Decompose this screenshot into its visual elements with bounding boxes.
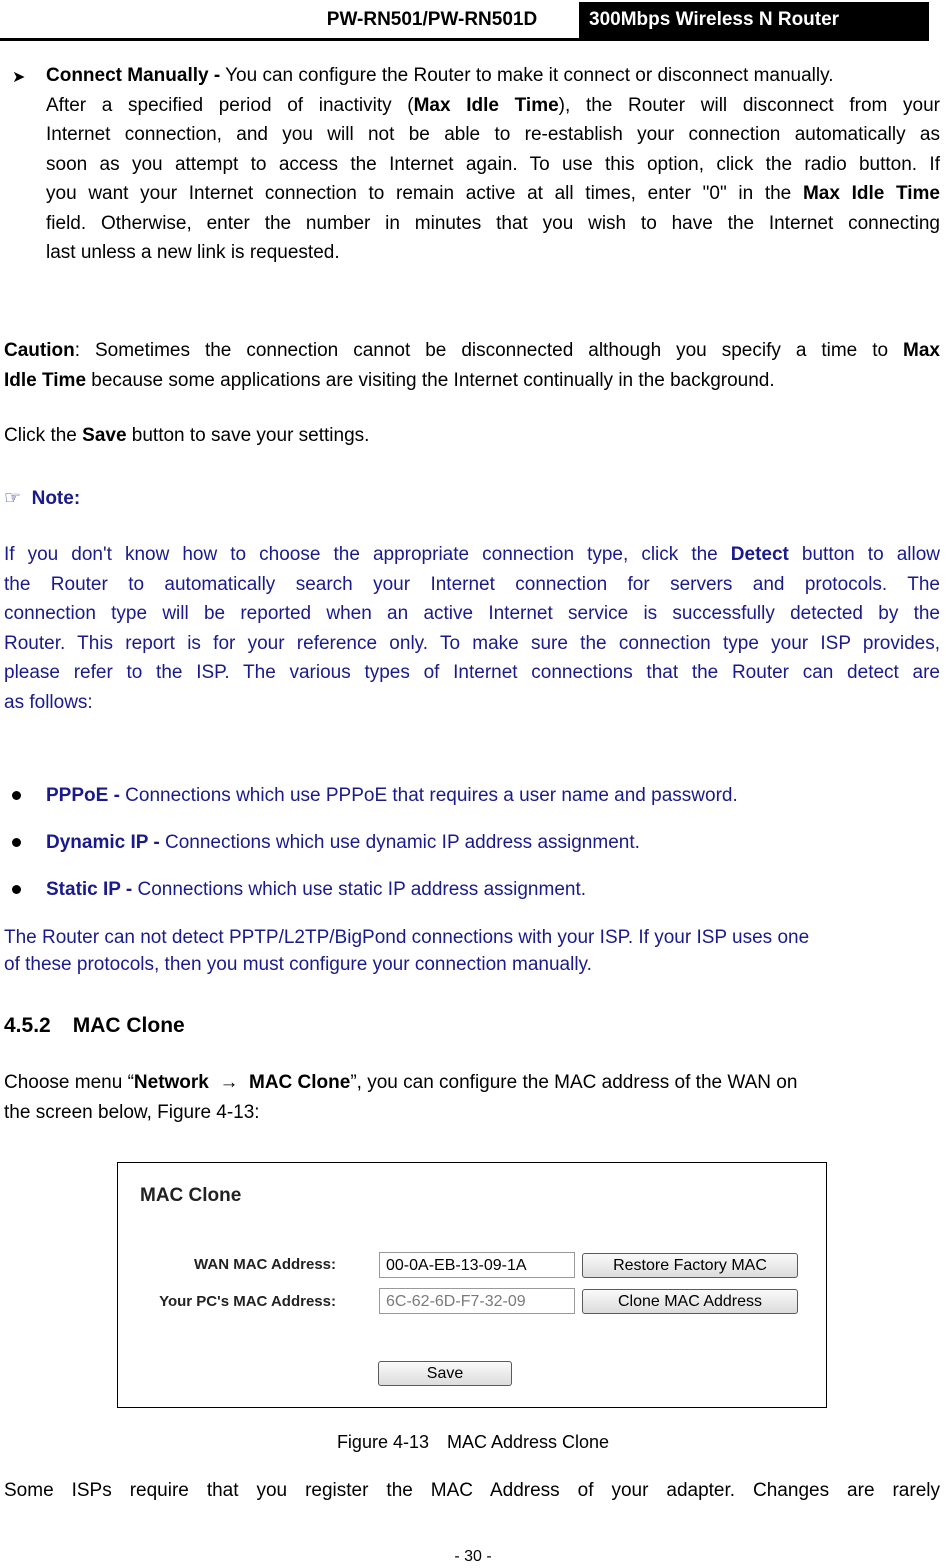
detect-limitation-text: The Router can not detect PPTP/L2TP/BigPond connections with your ISP. If your ISP uses one of these protocols, then you must configure your connection manually. (4, 927, 810, 975)
restore-factory-mac-button[interactable]: Restore Factory MAC (582, 1253, 798, 1278)
arrow-bullet-icon: ➤ (12, 69, 26, 86)
right-arrow-icon: → (219, 1072, 239, 1093)
header-model: PW-RN501/PW-RN501D (285, 2, 579, 38)
connect-manually-paragraph: Connect Manually - You can configure the Router to make it connect or disconnect manually. After a specified period of inactivity (Max Idle Time), the Router will disconnect from your Internet connection, and you will not be able to re-establish your connection automatically as soon as you attempt to access the Internet again. To use this option, click the radio button. If you want your Internet connection to remain active at all times, enter "0" in the Max Idle Time field. Otherwise, enter the number in minutes that you wish to have the Internet connecting last unless a new link is requested. (46, 65, 940, 263)
header-product-title: 300Mbps Wireless N Router (579, 2, 929, 38)
list-item: PPPoE - Connections which use PPPoE that requires a user name and password. (46, 785, 738, 806)
closing-paragraph: Some ISPs require that you register the MAC Address of your adapter. Changes are rarely (4, 1480, 940, 1501)
figure-title: MAC Clone (140, 1185, 242, 1206)
bullet-dot-icon (12, 791, 21, 800)
wan-mac-input[interactable]: 00-0A-EB-13-09-1A (379, 1252, 575, 1278)
wan-mac-label: WAN MAC Address: (194, 1256, 336, 1273)
save-instruction: Click the Save button to save your settings. (4, 425, 370, 446)
clone-mac-address-button[interactable]: Clone MAC Address (582, 1289, 798, 1314)
figure-caption: Figure 4-13 MAC Address Clone (336, 1432, 610, 1452)
section-heading: 4.5.2 MAC Clone (4, 1014, 185, 1037)
note-paragraph: If you don't know how to choose the appropriate connection type, click the Detect button to allow the Router to automatically search your Internet connection for servers and protocols. The connection type will be reported when an active Internet service is successfully detected by the Router. This report is for your reference only. To make sure the connection type your ISP provides, please refer to the ISP. The various types of Internet connections that the Router can detect are as follows: (4, 544, 940, 713)
pc-mac-label: Your PC's MAC Address: (159, 1293, 336, 1310)
section-intro: Choose menu “Network → MAC Clone”, you can configure the MAC address of the WAN on the screen below, Figure 4-13: (4, 1072, 798, 1123)
caution-paragraph: Caution: Sometimes the connection cannot be disconnected although you specify a time to Max Idle Time because some applications are visiting the Internet continually in the background. (4, 340, 940, 391)
mac-clone-figure (117, 1162, 827, 1408)
pc-mac-field: 6C-62-6D-F7-32-09 (379, 1288, 575, 1314)
page-number: - 30 - (454, 1548, 492, 1565)
list-item: Dynamic IP - Connections which use dynamic IP address assignment. (46, 832, 640, 853)
save-button[interactable]: Save (378, 1361, 512, 1386)
caution-label: Caution (4, 340, 75, 361)
bullet-dot-icon (12, 885, 21, 894)
note-heading: ☞ Note: (4, 488, 81, 509)
header-divider (0, 38, 929, 41)
pointing-hand-icon: ☞ (4, 488, 22, 509)
bullet-dot-icon (12, 838, 21, 847)
connect-manually-term: Connect Manually - (46, 65, 221, 86)
list-item: Static IP - Connections which use static IP address assignment. (46, 879, 587, 900)
